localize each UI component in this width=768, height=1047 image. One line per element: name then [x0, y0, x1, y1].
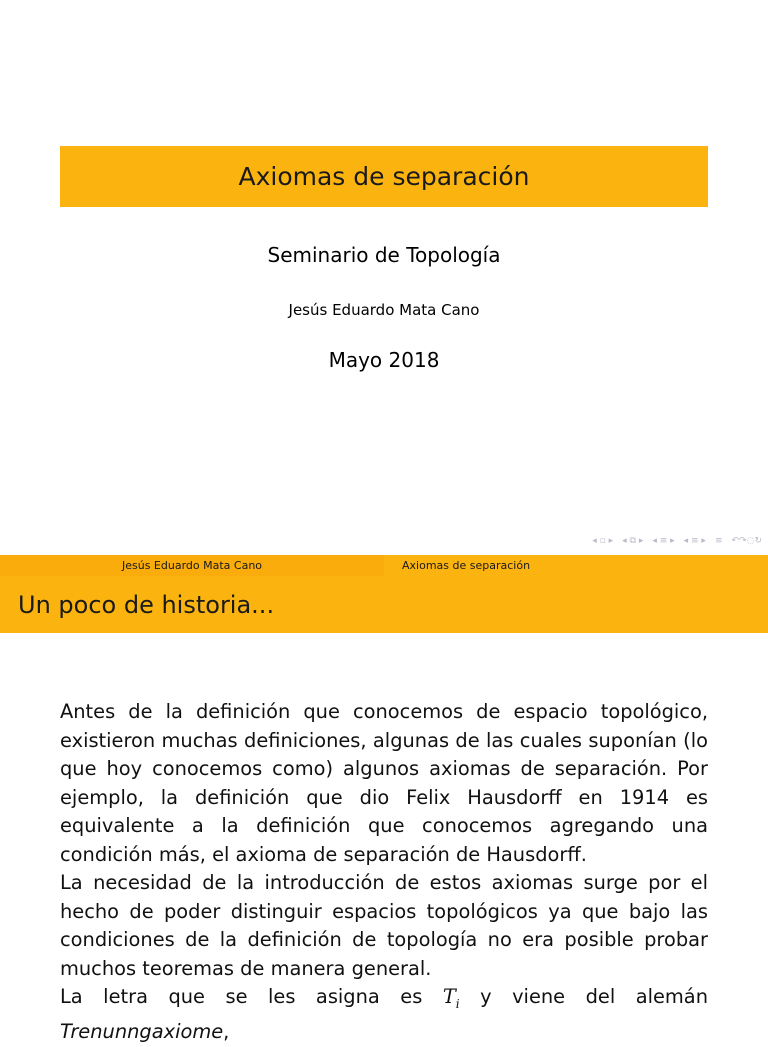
- nav-frame-icon[interactable]: ◂ ▫ ▸: [592, 536, 614, 546]
- presentation-author: Jesús Eduardo Mata Cano: [288, 301, 480, 319]
- paragraph-3-suffix: ,: [223, 1020, 230, 1044]
- math-t-i: [442, 985, 460, 1011]
- presentation-title: Axiomas de separación: [238, 162, 530, 191]
- headline-bar: [0, 555, 768, 576]
- nav-subsection-icon[interactable]: ◂ ⧉ ▸: [622, 536, 644, 546]
- paragraph-3-middle: y viene del alemán: [480, 985, 708, 1008]
- italic-word: Trenunngaxiome: [60, 1020, 224, 1044]
- nav-search-icon[interactable]: ↶↷◌↻: [731, 536, 762, 546]
- title-banner: [60, 146, 708, 207]
- math-subscript: i: [455, 996, 460, 1011]
- paragraph-1: Antes de la definición que conocemos de espacio topológico, existieron muchas definiciones, algunas de las cuales suponían (lo que hoy conocemos como) algunos axiomas de separación. Por ejemplo, la definición que dio Felix Hausdorff en 1914 es equivalente a la definición que conocemos agregando una condición más, el axioma de separación de Hausdorff.: [60, 700, 708, 866]
- math-symbol: T: [442, 985, 456, 1008]
- headline-author: Jesús Eduardo Mata Cano: [0, 555, 384, 576]
- paragraph-3-prefix: La letra que se les asigna es: [60, 985, 423, 1008]
- nav-doc-icon[interactable]: ≡: [714, 536, 723, 546]
- headline-title: Axiomas de separación: [384, 555, 768, 576]
- nav-subsection-list-icon[interactable]: ◂ ≡ ▸: [683, 536, 706, 546]
- content-slide: [0, 555, 768, 1044]
- frame-title: Un poco de historia...: [0, 576, 768, 633]
- nav-section-icon[interactable]: ◂ ≡ ▸: [652, 536, 675, 546]
- paragraph-3: [60, 983, 708, 1047]
- paragraph-2: La necesidad de la introducción de estos axiomas surge por el hecho de poder distinguir espacios topológicos ya que bajo las condiciones de la definición de topología no era posible probar muchos teoremas de manera general.: [60, 871, 708, 980]
- presentation-date: Mayo 2018: [328, 348, 440, 372]
- slide-body: [60, 698, 708, 1047]
- beamer-navigation-bar: [592, 536, 762, 546]
- presentation-subtitle: Seminario de Topología: [267, 243, 501, 267]
